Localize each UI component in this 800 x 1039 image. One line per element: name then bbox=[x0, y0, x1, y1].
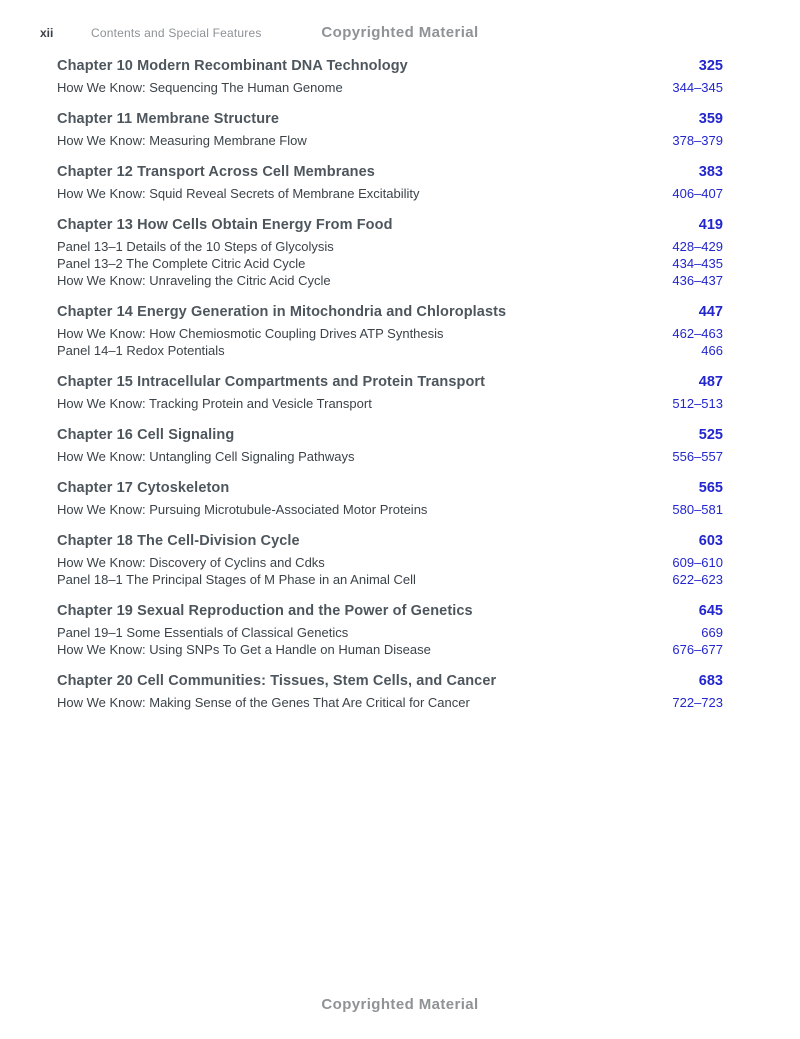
toc-feature-row bbox=[57, 501, 723, 518]
toc-feature-row bbox=[57, 255, 723, 272]
page-footer bbox=[0, 996, 800, 1014]
toc-chapter-entry bbox=[57, 215, 723, 289]
chapter-title-row bbox=[57, 372, 723, 393]
feature-page-range: 466 bbox=[701, 343, 723, 358]
toc-feature-row bbox=[57, 641, 723, 658]
feature-label: How We Know: Measuring Membrane Flow bbox=[57, 133, 307, 148]
feature-page-range: 556–557 bbox=[672, 449, 723, 464]
chapter-title-row bbox=[57, 531, 723, 552]
feature-page-range: 622–623 bbox=[672, 572, 723, 587]
feature-page-range: 722–723 bbox=[672, 695, 723, 710]
table-of-contents bbox=[57, 56, 723, 724]
feature-page-range: 669 bbox=[701, 625, 723, 640]
toc-feature-row bbox=[57, 185, 723, 202]
chapter-title-row bbox=[57, 478, 723, 499]
feature-page-range: 436–437 bbox=[672, 273, 723, 288]
chapter-title: Chapter 12 Transport Across Cell Membranes bbox=[57, 164, 375, 180]
toc-chapter-entry bbox=[57, 302, 723, 359]
chapter-title: Chapter 19 Sexual Reproduction and the Power of Genetics bbox=[57, 603, 473, 619]
chapter-title-row bbox=[57, 162, 723, 183]
chapter-title: Chapter 17 Cytoskeleton bbox=[57, 480, 230, 496]
feature-page-range: 344–345 bbox=[672, 80, 723, 95]
feature-page-range: 406–407 bbox=[672, 186, 723, 201]
feature-page-range: 676–677 bbox=[672, 642, 723, 657]
toc-feature-row bbox=[57, 272, 723, 289]
chapter-title-row bbox=[57, 425, 723, 446]
chapter-page-number: 419 bbox=[698, 217, 723, 233]
chapter-page-number: 325 bbox=[698, 58, 723, 74]
chapter-title-row bbox=[57, 671, 723, 692]
chapter-page-number: 383 bbox=[698, 164, 723, 180]
feature-label: Panel 18–1 The Principal Stages of M Phase in an Animal Cell bbox=[57, 572, 416, 587]
chapter-page-number: 447 bbox=[698, 304, 723, 320]
chapter-page-number: 487 bbox=[698, 374, 723, 390]
toc-chapter-entry bbox=[57, 425, 723, 465]
toc-chapter-entry bbox=[57, 531, 723, 588]
toc-feature-row bbox=[57, 624, 723, 641]
toc-chapter-entry bbox=[57, 109, 723, 149]
toc-feature-row bbox=[57, 395, 723, 412]
toc-feature-row bbox=[57, 132, 723, 149]
toc-feature-row bbox=[57, 554, 723, 571]
chapter-title: Chapter 13 How Cells Obtain Energy From Food bbox=[57, 217, 393, 233]
chapter-title: Chapter 15 Intracellular Compartments and Protein Transport bbox=[57, 374, 486, 390]
toc-chapter-entry bbox=[57, 478, 723, 518]
toc-feature-row bbox=[57, 571, 723, 588]
toc-feature-row bbox=[57, 694, 723, 711]
feature-label: How We Know: Tracking Protein and Vesicle Transport bbox=[57, 396, 372, 411]
chapter-title-row bbox=[57, 302, 723, 323]
chapter-page-number: 359 bbox=[698, 111, 723, 127]
chapter-title: Chapter 18 The Cell-Division Cycle bbox=[57, 533, 300, 549]
toc-feature-row bbox=[57, 448, 723, 465]
folio-page-number: xii bbox=[40, 26, 54, 40]
feature-label: How We Know: Sequencing The Human Genome bbox=[57, 80, 343, 95]
chapter-title-row bbox=[57, 109, 723, 130]
copyright-watermark-bottom: Copyrighted Material bbox=[321, 996, 479, 1013]
chapter-title: Chapter 14 Energy Generation in Mitochondria and Chloroplasts bbox=[57, 304, 507, 320]
chapter-page-number: 525 bbox=[698, 427, 723, 443]
toc-chapter-entry bbox=[57, 372, 723, 412]
feature-page-range: 609–610 bbox=[672, 555, 723, 570]
chapter-title: Chapter 20 Cell Communities: Tissues, Stem Cells, and Cancer bbox=[57, 673, 497, 689]
chapter-title-row bbox=[57, 215, 723, 236]
page-header bbox=[40, 24, 760, 44]
feature-label: Panel 13–1 Details of the 10 Steps of Glycolysis bbox=[57, 239, 334, 254]
feature-page-range: 580–581 bbox=[672, 502, 723, 517]
copyright-watermark-top: Copyrighted Material bbox=[321, 24, 479, 41]
feature-label: How We Know: How Chemiosmotic Coupling Drives ATP Synthesis bbox=[57, 326, 444, 341]
toc-chapter-entry bbox=[57, 56, 723, 96]
chapter-title-row bbox=[57, 56, 723, 77]
feature-label: How We Know: Making Sense of the Genes That Are Critical for Cancer bbox=[57, 695, 470, 710]
running-head: Contents and Special Features bbox=[91, 26, 262, 40]
chapter-title: Chapter 11 Membrane Structure bbox=[57, 111, 280, 127]
feature-label: How We Know: Untangling Cell Signaling Pathways bbox=[57, 449, 355, 464]
feature-label: Panel 19–1 Some Essentials of Classical Genetics bbox=[57, 625, 349, 640]
chapter-page-number: 683 bbox=[698, 673, 723, 689]
feature-label: How We Know: Pursuing Microtubule-Associated Motor Proteins bbox=[57, 502, 428, 517]
feature-page-range: 378–379 bbox=[672, 133, 723, 148]
feature-page-range: 462–463 bbox=[672, 326, 723, 341]
toc-feature-row bbox=[57, 342, 723, 359]
chapter-page-number: 645 bbox=[698, 603, 723, 619]
toc-feature-row bbox=[57, 238, 723, 255]
toc-chapter-entry bbox=[57, 601, 723, 658]
feature-label: How We Know: Discovery of Cyclins and Cdks bbox=[57, 555, 325, 570]
feature-label: How We Know: Squid Reveal Secrets of Membrane Excitability bbox=[57, 186, 420, 201]
toc-chapter-entry bbox=[57, 162, 723, 202]
chapter-page-number: 603 bbox=[698, 533, 723, 549]
feature-page-range: 512–513 bbox=[672, 396, 723, 411]
feature-page-range: 434–435 bbox=[672, 256, 723, 271]
toc-feature-row bbox=[57, 79, 723, 96]
chapter-title: Chapter 16 Cell Signaling bbox=[57, 427, 235, 443]
chapter-title-row bbox=[57, 601, 723, 622]
feature-page-range: 428–429 bbox=[672, 239, 723, 254]
toc-chapter-entry bbox=[57, 671, 723, 711]
toc-feature-row bbox=[57, 325, 723, 342]
feature-label: How We Know: Unraveling the Citric Acid Cycle bbox=[57, 273, 331, 288]
feature-label: Panel 13–2 The Complete Citric Acid Cycle bbox=[57, 256, 306, 271]
chapter-page-number: 565 bbox=[698, 480, 723, 496]
feature-label: How We Know: Using SNPs To Get a Handle on Human Disease bbox=[57, 642, 431, 657]
feature-label: Panel 14–1 Redox Potentials bbox=[57, 343, 225, 358]
chapter-title: Chapter 10 Modern Recombinant DNA Technology bbox=[57, 58, 408, 74]
